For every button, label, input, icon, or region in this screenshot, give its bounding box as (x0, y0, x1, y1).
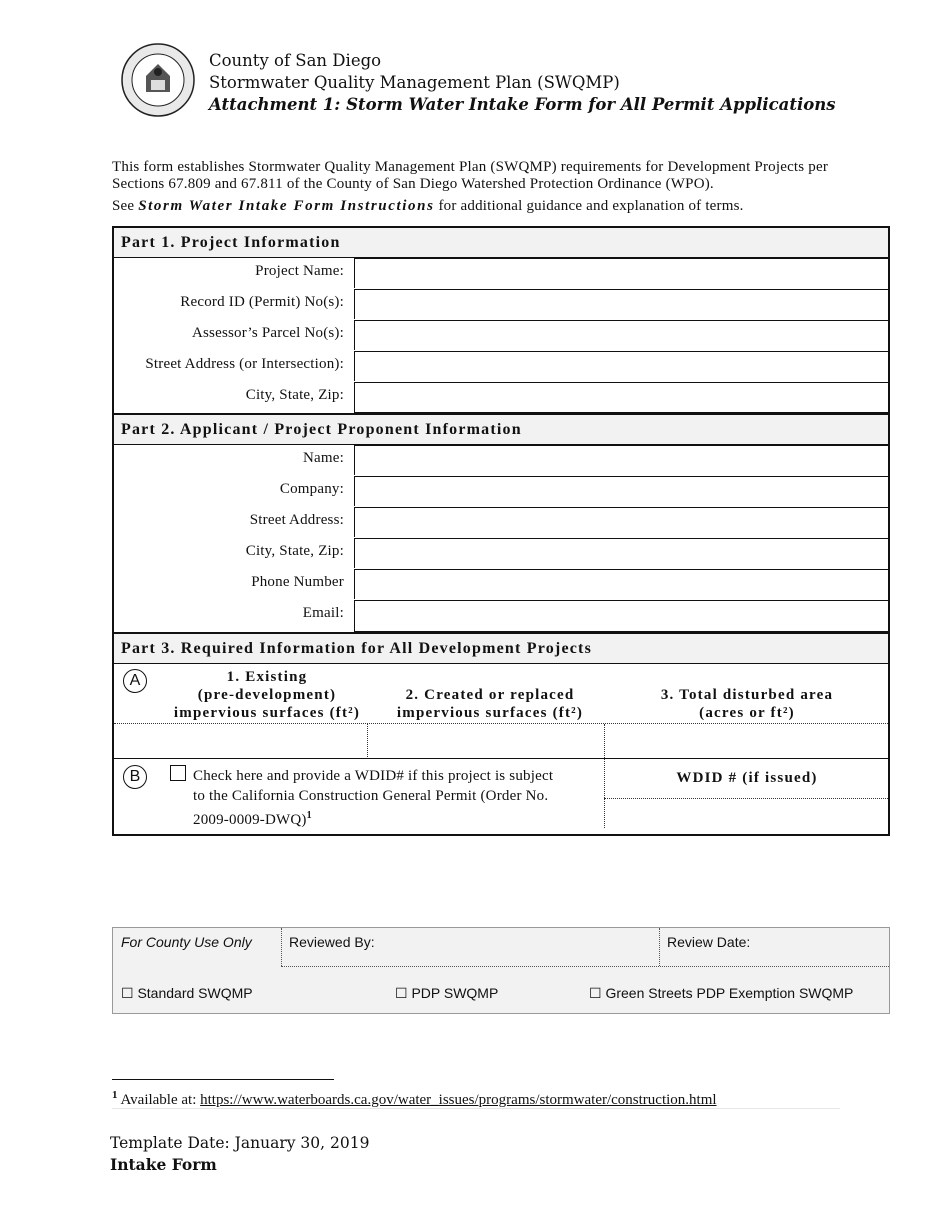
reviewed-by-label: Reviewed By: (289, 934, 375, 950)
field-label: Project Name: (255, 263, 344, 279)
applicant-city-input[interactable] (354, 538, 888, 568)
green-streets-option[interactable]: ☐ Green Streets PDP Exemption SWQMP (589, 985, 854, 1001)
part3-header: Part 3. Required Information for All Development Projects (114, 632, 888, 664)
template-date: Template Date: January 30, 2019 (110, 1134, 370, 1152)
record-id-input[interactable] (354, 289, 888, 319)
intro-paragraph: This form establishes Stormwater Quality Management Plan (SWQMP) requirements for Development Projects per Sections 67.809 and 67.811 of the County of San Diego Watershed Protection Ordinance (WPO). (112, 159, 829, 192)
footnote-rule (112, 1079, 334, 1080)
county-use-title: For County Use Only (121, 934, 252, 950)
intake-form (112, 226, 890, 836)
footnote: $^1$ Available at: https://www.waterboards.ca.gov/water_issues/programs/stormwater/construction.html (112, 1089, 717, 1108)
field-label: Company: (279, 481, 344, 497)
field-label: Street Address (or Intersection): (145, 356, 344, 372)
county-seal-logo (120, 42, 196, 118)
field-label: Street Address: (249, 512, 344, 528)
applicant-name-input[interactable] (354, 445, 888, 475)
field-label: Assessor’s Parcel No(s): (191, 325, 344, 341)
field-label: Record ID (Permit) No(s): (180, 294, 344, 310)
existing-impervious-input[interactable] (114, 724, 367, 757)
field-label: City, State, Zip: (245, 387, 344, 403)
field-label: Name: (303, 450, 344, 466)
col2-header: 2. Created or replaced impervious surfaces (ft²) (396, 687, 584, 721)
wdid-checkbox[interactable] (170, 765, 186, 781)
instructions-reference: Storm Water Intake Form Instructions (138, 198, 435, 214)
footer-separator (112, 1108, 840, 1109)
header-county: County of San Diego (209, 51, 382, 70)
wdid-description: Check here and provide a WDID# if this project is subject to the California Construction General Permit (Order No. 2009-0009-DWQ)$^1$ (193, 768, 554, 828)
part1-header: Part 1. Project Information (114, 228, 888, 258)
wdid-header: WDID # (if issued) (676, 770, 818, 786)
field-label: Email: (302, 605, 344, 621)
company-input[interactable] (354, 476, 888, 506)
disturbed-area-input[interactable] (605, 724, 888, 757)
intro-see-line: See Storm Water Intake Form Instructions for additional guidance and explanation of terms. (112, 198, 744, 214)
page-footer (110, 1133, 369, 1175)
project-name-input[interactable] (354, 258, 888, 288)
standard-swqmp-option[interactable]: ☐ Standard SWQMP (121, 985, 253, 1001)
review-date-label: Review Date: (667, 934, 751, 950)
phone-input[interactable] (354, 569, 888, 599)
pdp-swqmp-option[interactable]: ☐ PDP SWQMP (395, 985, 499, 1001)
wdid-input[interactable] (605, 799, 888, 832)
field-label: Phone Number (251, 574, 344, 590)
parcel-no-input[interactable] (354, 320, 888, 350)
created-impervious-input[interactable] (368, 724, 604, 757)
construction-permit-link[interactable]: https://www.waterboards.ca.gov/water_issues/programs/stormwater/construction.html (200, 1092, 717, 1108)
street-address-input[interactable] (354, 351, 888, 381)
col1-header: 1. Existing (pre-development) impervious surfaces (ft²) (173, 669, 361, 721)
form-name: Intake Form (110, 1155, 217, 1174)
county-use-box (112, 927, 890, 1014)
part2-header: Part 2. Applicant / Project Proponent Information (114, 413, 888, 445)
email-input[interactable] (354, 600, 888, 632)
header-attachment-title: Attachment 1: Storm Water Intake Form for All Permit Applications (209, 95, 836, 114)
applicant-street-input[interactable] (354, 507, 888, 537)
marker-a: A (123, 669, 147, 693)
city-state-zip-input[interactable] (354, 382, 888, 413)
field-label: City, State, Zip: (245, 543, 344, 559)
header-plan: Stormwater Quality Management Plan (SWQMP) (209, 73, 620, 92)
marker-b: B (123, 765, 147, 789)
col3-header: 3. Total disturbed area (acres or ft²) (660, 687, 834, 721)
